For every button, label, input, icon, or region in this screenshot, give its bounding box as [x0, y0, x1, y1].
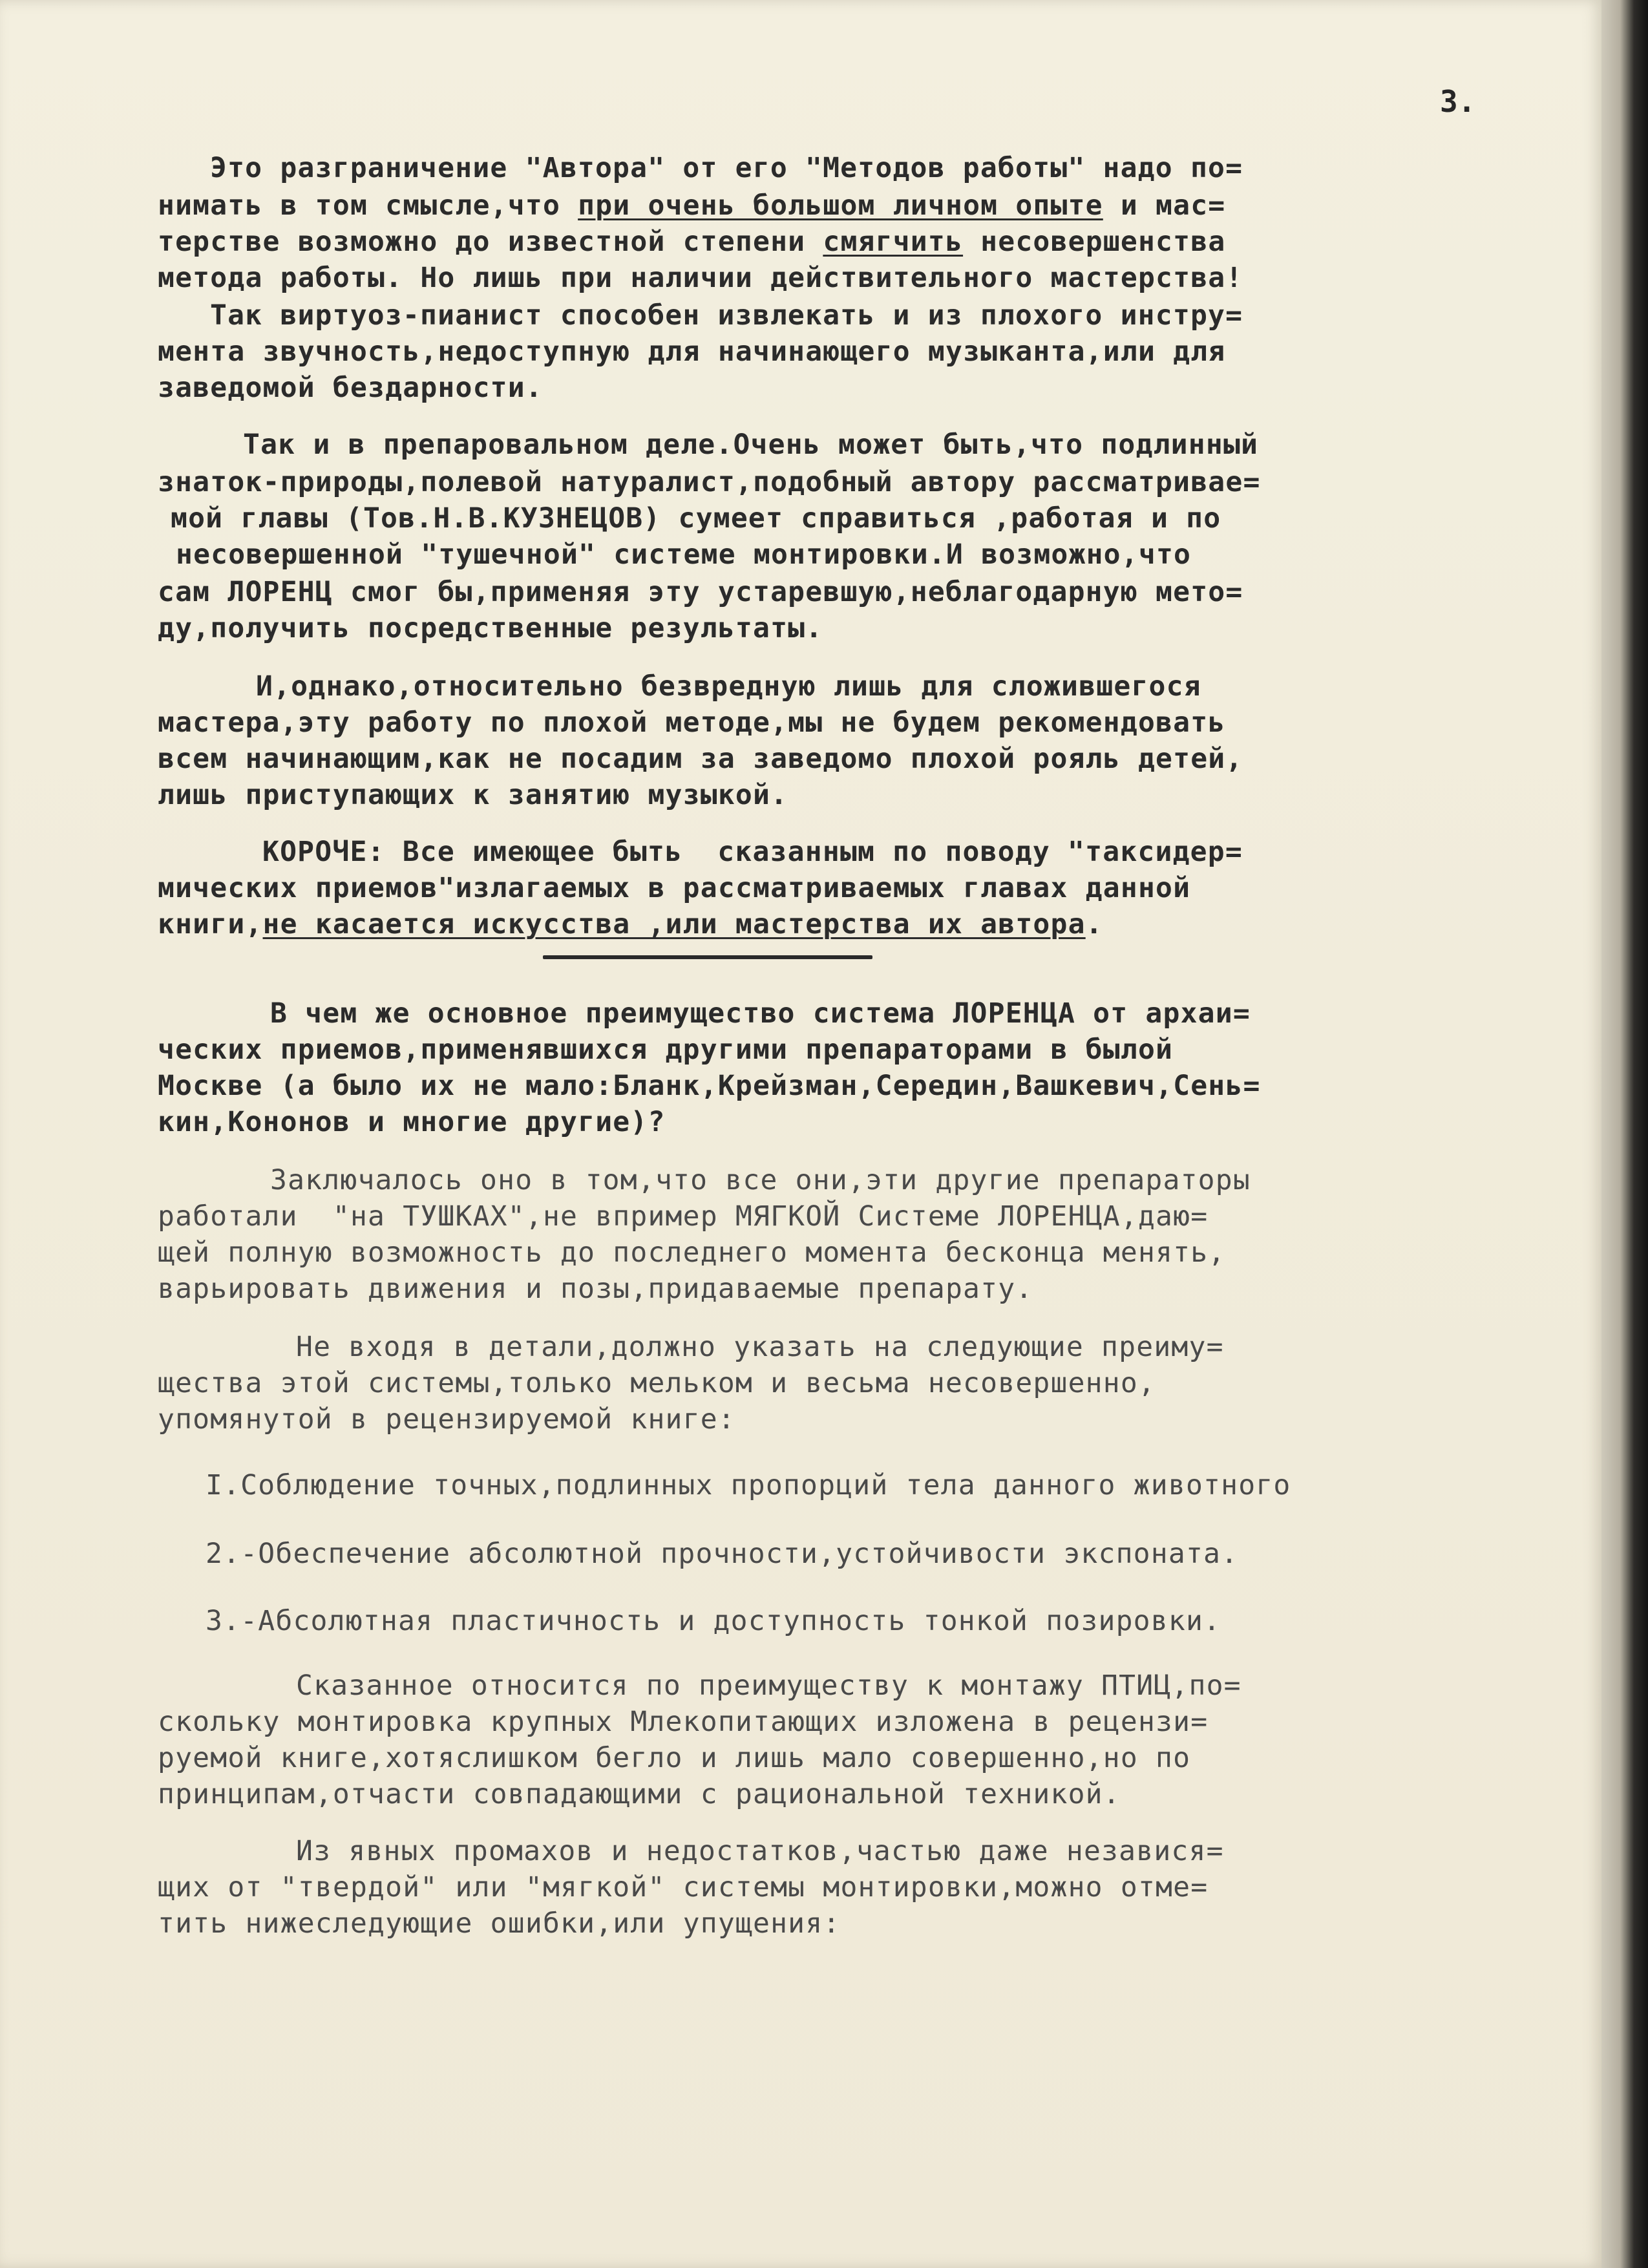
- text-line: Заключалось оно в том,что все они,эти другие препараторы: [270, 1164, 1251, 1196]
- text-line: работали "на ТУШКАХ",не впример МЯГКОЙ Системе ЛОРЕНЦА,даю=: [158, 1200, 1209, 1233]
- scan-border-right: [1601, 0, 1648, 2268]
- text-line: мических приемов"излагаемых в рассматриваемых главах данной: [158, 872, 1191, 904]
- text-line: заведомой бездарности.: [158, 372, 543, 404]
- underlined-phrase: не касается искусства ,или мастерства их автора: [262, 908, 1086, 940]
- text-line: Не входя в детали,должно указать на следующие преиму=: [296, 1331, 1224, 1363]
- text-line: щих от "твердой" или "мягкой" системы монтировки,можно отме=: [158, 1871, 1209, 1903]
- text-line: лишь приступающих к занятию музыкой.: [158, 779, 788, 811]
- underlined-phrase: смягчить: [823, 226, 964, 258]
- text-line: Это разграничение "Автора" от его "Методов работы" надо по=: [210, 152, 1243, 184]
- text-line: терстве возможно до известной степени смягчить несовершенства: [158, 226, 1226, 258]
- text-line: книги,не касается искусства ,или мастерства их автора.: [158, 908, 1103, 940]
- text-line: тить нижеследующие ошибки,или упущения:: [158, 1907, 841, 1940]
- text-line: ду,получить посредственные результаты.: [158, 612, 823, 644]
- text-line: знаток-природы,полевой натуралист,подобный автору рассматривае=: [158, 466, 1261, 498]
- text-line: сам ЛОРЕНЦ смог бы,применяя эту устаревшую,неблагодарную мето=: [158, 576, 1243, 608]
- text-line: Сказанное относится по преимуществу к монтажу ПТИЦ,по=: [296, 1669, 1241, 1702]
- text-line: Так виртуоз-пианист способен извлекать и из плохого инстру=: [210, 299, 1243, 332]
- page-number: 3.: [1440, 84, 1476, 119]
- text-line: всем начинающим,как не посадим за заведомо плохой рояль детей,: [158, 743, 1243, 775]
- text-line: щей полную возможность до последнего момента бесконца менять,: [158, 1236, 1226, 1269]
- underlined-phrase: при очень большом личном опыте: [578, 189, 1103, 222]
- text-line: скольку монтировка крупных Млекопитающих изложена в рецензи=: [158, 1706, 1209, 1738]
- text-line: В чем же основное преимущество система ЛОРЕНЦА от архаи=: [270, 997, 1251, 1030]
- text-line: И,однако,относительно безвредную лишь для сложившегося: [256, 670, 1201, 703]
- list-item: I.Соблюдение точных,подлинных пропорций тела данного животного: [206, 1469, 1291, 1501]
- text-line: принципам,отчасти совпадающими с рациональной техникой.: [158, 1778, 1121, 1810]
- text-line: ческих приемов,применявшихся другими препараторами в былой: [158, 1033, 1174, 1066]
- list-item: 3.-Абсолютная пластичность и доступность тонкой позировки.: [206, 1605, 1221, 1637]
- list-item: 2.-Обеспечение абсолютной прочности,устойчивости экспоната.: [206, 1538, 1239, 1570]
- section-divider: [543, 955, 872, 959]
- text-line: КОРОЧЕ: Все имеющее быть сказанным по поводу "таксидер=: [262, 836, 1243, 868]
- text-line: упомянутой в рецензируемой книге:: [158, 1403, 735, 1436]
- text-line: несовершенной "тушечной" системе монтировки.И возможно,что: [176, 538, 1192, 571]
- text-line: Из явных промахов и недостатков,частью даже независя=: [296, 1835, 1224, 1867]
- text-line: Москве (а было их не мало:Бланк,Крейзман,Середин,Вашкевич,Сень=: [158, 1070, 1261, 1102]
- text-line: нимать в том смысле,что при очень большом личном опыте и мас=: [158, 189, 1226, 222]
- text-line: варьировать движения и позы,придаваемые препарату.: [158, 1273, 1033, 1305]
- text-line: мастера,эту работу по плохой методе,мы не будем рекомендовать: [158, 706, 1226, 739]
- text-line: руемой книге,хотяслишком бегло и лишь мало совершенно,но по: [158, 1742, 1191, 1774]
- text-line: мента звучность,недоступную для начинающего музыканта,или для: [158, 335, 1226, 368]
- text-line: Так и в препаровальном деле.Очень может быть,что подлинный: [243, 429, 1259, 461]
- text-line: щества этой системы,только мельком и весьма несовершенно,: [158, 1367, 1156, 1399]
- text-line: кин,Кононов и многие другие)?: [158, 1106, 666, 1138]
- text-line: мой главы (Тов.Н.В.КУЗНЕЦОВ) сумеет справиться ,работая и по: [171, 502, 1221, 535]
- text-line: метода работы. Но лишь при наличии действительного мастерства!: [158, 262, 1243, 294]
